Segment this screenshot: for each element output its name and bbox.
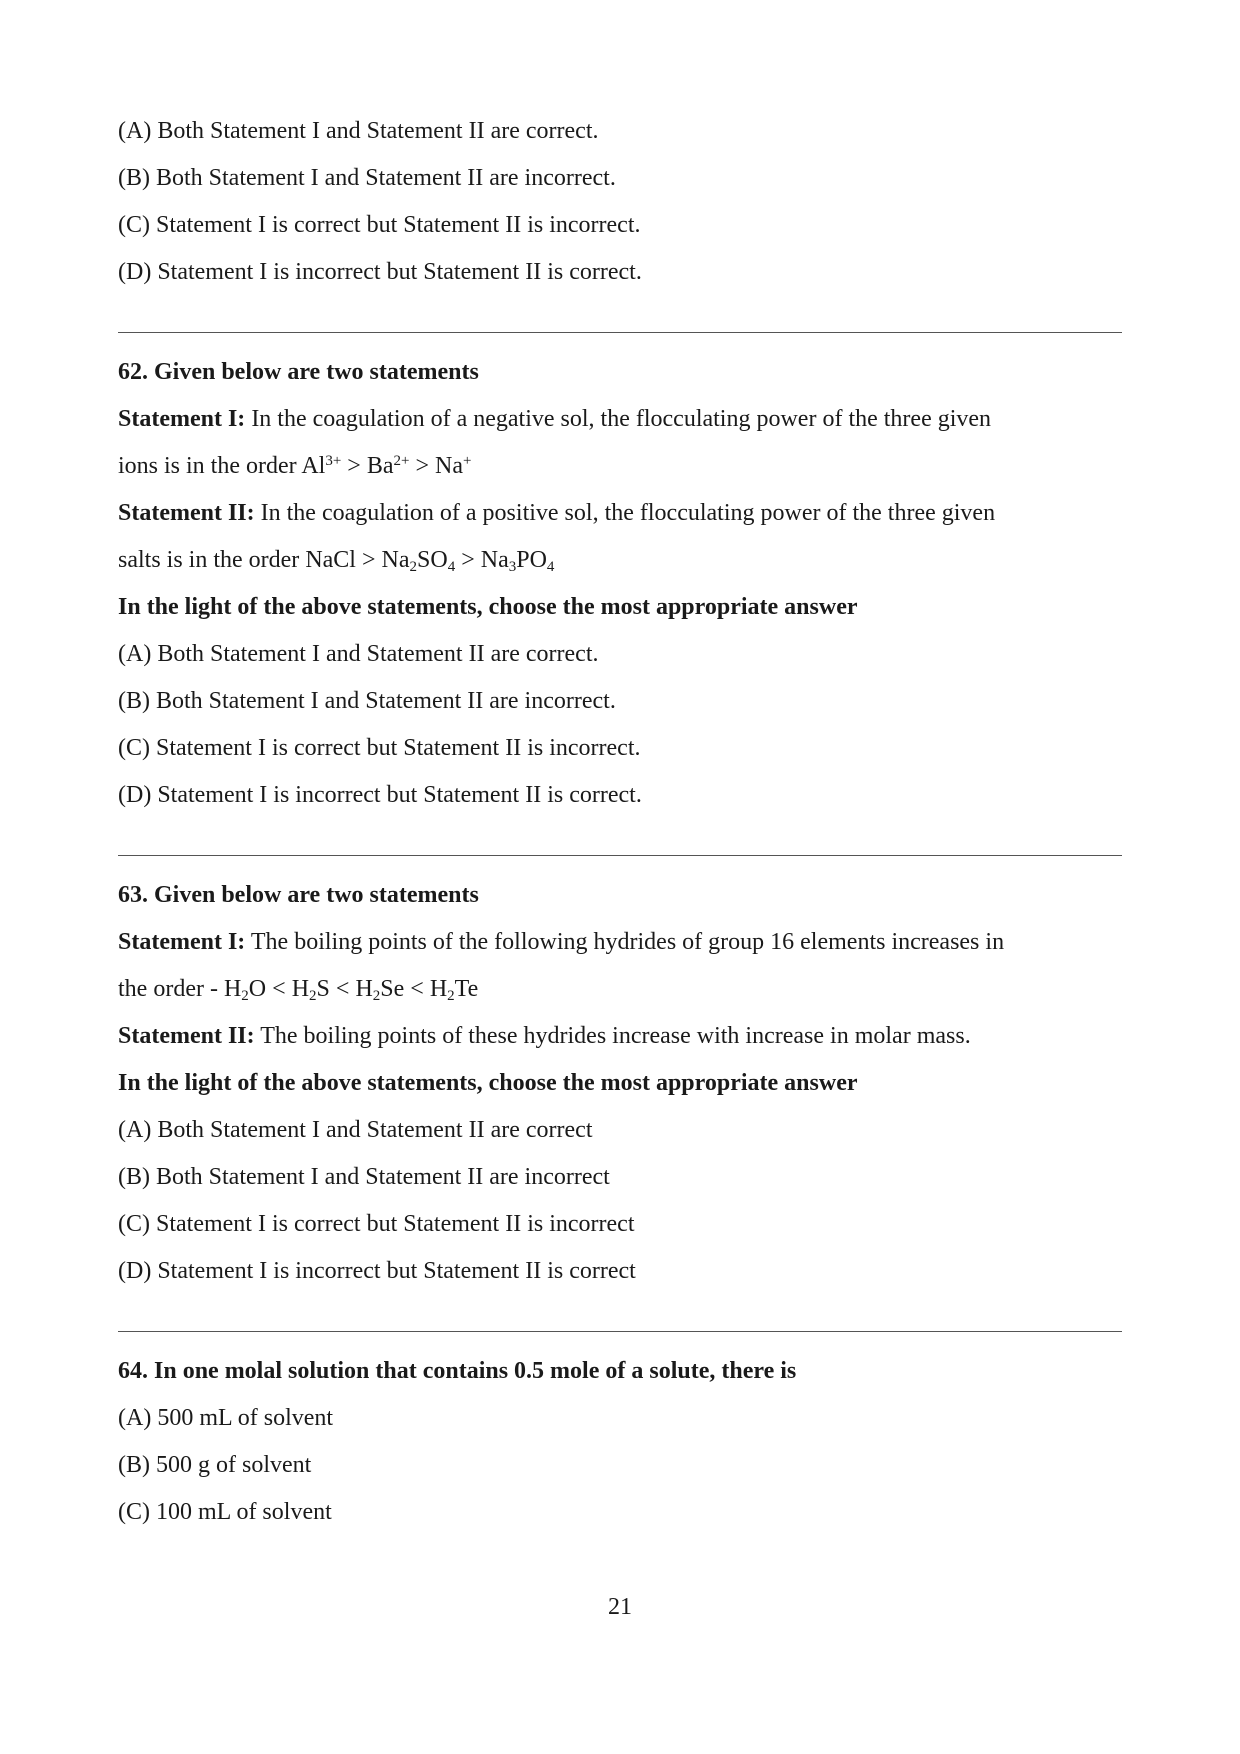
statement-1 <box>118 396 1122 443</box>
question-title: 64. In one molal solution that contains 0.5 mole of a solute, there is <box>118 1358 797 1384</box>
hydride-h2se: $H_2Se$ <box>355 976 405 1004</box>
statement-text: The boiling points of these hydrides increase with increase in molar mass. <box>254 1023 971 1049</box>
ion-ba: Ba <box>366 453 394 479</box>
salt-nacl: NaCl <box>305 547 356 573</box>
statement-1-continued: ions is in the order $Al^{3+} > Ba^{2+} > Na^+$ <box>118 453 472 479</box>
option-quantity: 500 mL <box>157 1405 232 1431</box>
option-a: (A) 500 mL of solvent <box>118 1405 334 1431</box>
option-a: (A) Both Statement I and Statement II are correct. <box>118 641 599 667</box>
salt-na2so4: $Na_2SO_4$ <box>381 547 456 575</box>
question-62 <box>118 349 1122 819</box>
question-63 <box>118 872 1122 1295</box>
option-b: (B) Both Statement I and Statement II are incorrect <box>118 1164 610 1190</box>
option-d: (D) Statement I is incorrect but Statement II is correct. <box>118 782 642 808</box>
option-c: (C) Statement I is correct but Statement II is incorrect. <box>118 212 641 238</box>
option-a: (A) Both Statement I and Statement II are correct <box>118 1117 593 1143</box>
option-c: (C) 100 mL of solvent <box>118 1499 332 1525</box>
statement-label: Statement II: <box>118 1023 255 1049</box>
option-b: (B) Both Statement I and Statement II are incorrect. <box>118 688 616 714</box>
question-64 <box>118 1348 1122 1536</box>
page-number: 21 <box>608 1594 632 1620</box>
option-a: (A) Both Statement I and Statement II are correct. <box>118 118 599 144</box>
option-d: (D) Statement I is incorrect but Statement II is correct <box>118 1258 636 1284</box>
hydride-h2s: $H_2S$ <box>291 976 330 1004</box>
instruction: In the light of the above statements, choose the most appropriate answer <box>118 1070 858 1096</box>
question-title: 63. Given below are two statements <box>118 882 479 908</box>
statement-text: In the coagulation of a negative sol, the flocculating power of the three given <box>245 406 992 432</box>
ion-al: Al <box>301 453 326 479</box>
hydride-h2te: $H_2Te$ <box>429 976 479 1004</box>
option-c: (C) Statement I is correct but Statement II is incorrect. <box>118 735 641 761</box>
statement-1-continued: the order - $H_2O < H_2S < H_2Se < H_2Te$ <box>118 976 479 1004</box>
statement-2 <box>118 1013 1122 1060</box>
statement-2 <box>118 490 1122 537</box>
salt-na3po4: $Na_3PO_4$ <box>480 547 555 575</box>
instruction: In the light of the above statements, choose the most appropriate answer <box>118 594 858 620</box>
option-b: (B) Both Statement I and Statement II are incorrect. <box>118 165 616 191</box>
prev-question-options <box>118 108 1122 296</box>
option-d: (D) Statement I is incorrect but Statement II is correct. <box>118 259 642 285</box>
ion-na: Na <box>435 453 464 479</box>
statement-2-continued: salts is in the order NaCl > $Na_2SO_4 > Na_3PO_4$ <box>118 547 555 575</box>
statement-text: In the coagulation of a positive sol, the flocculating power of the three given <box>254 500 996 526</box>
statement-label: Statement I: <box>118 929 246 955</box>
option-quantity: 500 g <box>156 1452 210 1478</box>
option-quantity: 100 mL <box>156 1499 231 1525</box>
question-title: 62. Given below are two statements <box>118 359 479 385</box>
hydride-h2o: $H_2O$ <box>223 976 267 1004</box>
statement-1 <box>118 919 1122 966</box>
option-c: (C) Statement I is correct but Statement II is incorrect <box>118 1211 635 1237</box>
page-content <box>118 108 1122 1536</box>
option-b: (B) 500 g of solvent <box>118 1452 312 1478</box>
statement-text: The boiling points of the following hydrides of group 16 elements increases in <box>245 929 1005 955</box>
statement-label: Statement I: <box>118 406 246 432</box>
statement-label: Statement II: <box>118 500 255 526</box>
